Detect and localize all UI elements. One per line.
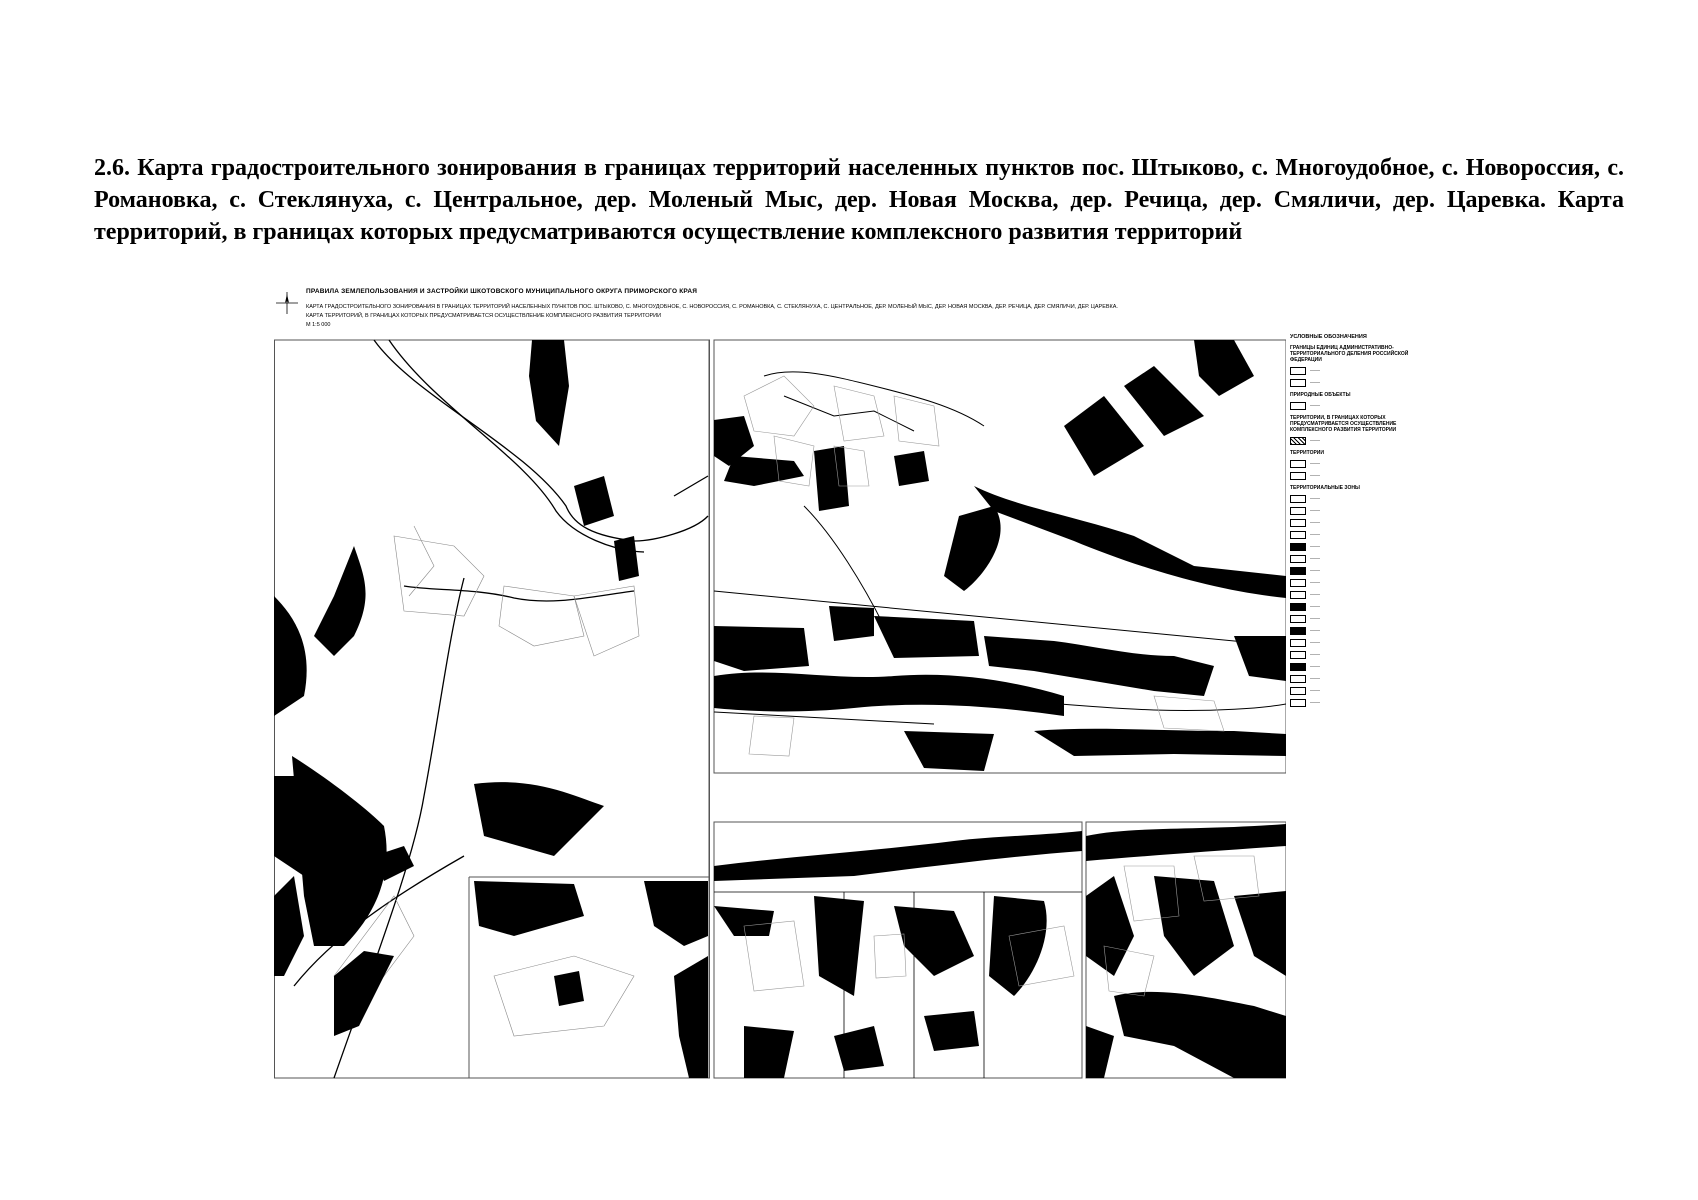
legend-row (1290, 379, 1430, 387)
map-sheet (274, 288, 1286, 1083)
legend-row (1290, 531, 1430, 539)
legend-swatch-placeholder: —— (1310, 544, 1320, 550)
legend-swatch-placeholder: —— (1310, 592, 1320, 598)
legend-swatch-placeholder: —— (1310, 496, 1320, 502)
legend-swatch (1290, 687, 1306, 695)
legend-swatch (1290, 675, 1306, 683)
legend-row (1290, 675, 1430, 683)
legend-swatch (1290, 460, 1306, 468)
legend-swatch (1290, 627, 1306, 635)
legend-section: ТЕРРИТОРИАЛЬНЫЕ ЗОНЫ (1290, 485, 1360, 491)
legend-swatch (1290, 591, 1306, 599)
legend-swatch (1290, 603, 1306, 611)
legend-swatch-placeholder: —— (1310, 676, 1320, 682)
legend-row (1290, 639, 1430, 647)
map-sheet-title: ПРАВИЛА ЗЕМЛЕПОЛЬЗОВАНИЯ И ЗАСТРОЙКИ ШКОТОВСКОГО МУНИЦИПАЛЬНОГО ОКРУГА ПРИМОРСКОГО КРАЯ (306, 288, 698, 295)
legend-section: ПРИРОДНЫЕ ОБЪЕКТЫ (1290, 392, 1351, 398)
legend-row (1290, 603, 1430, 611)
legend-row (1290, 663, 1430, 671)
legend-swatch (1290, 437, 1306, 445)
legend-swatch (1290, 472, 1306, 480)
legend-swatch (1290, 543, 1306, 551)
legend-swatch-placeholder: —— (1310, 508, 1320, 514)
zoning-map-image (274, 336, 1286, 1083)
legend-row (1290, 651, 1430, 659)
map-sheet-subtitle-2: КАРТА ТЕРРИТОРИЙ, В ГРАНИЦАХ КОТОРЫХ ПРЕДУСМАТРИВАЕТСЯ ОСУЩЕСТВЛЕНИЕ КОМПЛЕКСНОГО РАЗВИТИЯ ТЕРРИТОРИИ (306, 313, 662, 319)
legend-swatch-placeholder: —— (1310, 604, 1320, 610)
legend-row (1290, 437, 1430, 445)
legend-row (1290, 615, 1430, 623)
legend-swatch (1290, 699, 1306, 707)
legend-swatch (1290, 651, 1306, 659)
legend-row (1290, 579, 1430, 587)
legend-swatch-placeholder: —— (1310, 556, 1320, 562)
legend-swatch-placeholder: —— (1310, 568, 1320, 574)
legend-swatch (1290, 379, 1306, 387)
legend-swatch-placeholder: —— (1310, 368, 1320, 374)
legend-swatch (1290, 531, 1306, 539)
legend-swatch-placeholder: —— (1310, 532, 1320, 538)
legend-swatch-placeholder: —— (1310, 473, 1320, 479)
legend-swatch-placeholder: —— (1310, 580, 1320, 586)
legend-row (1290, 402, 1430, 410)
legend-swatch-placeholder: —— (1310, 688, 1320, 694)
legend-row (1290, 472, 1430, 480)
legend-swatch-placeholder: —— (1310, 438, 1320, 444)
north-arrow-icon (276, 292, 298, 314)
map-sheet-subtitle: КАРТА ГРАДОСТРОИТЕЛЬНОГО ЗОНИРОВАНИЯ В ГРАНИЦАХ ТЕРРИТОРИЙ НАСЕЛЕННЫХ ПУНКТОВ ПОС. ШТЫКОВО, С. МНОГОУДОБНОЕ, С. НОВОРОССИЯ, С. РОМАНОВКА, С. СТЕКЛЯНУХА, С. ЦЕНТРАЛЬНОЕ, ДЕР. МОЛЕНЫЙ МЫС, ДЕР. НОВАЯ МОСКВА, ДЕР. РЕЧИЦА, ДЕР. СМЯЛИЧИ, ДЕР. ЦАРЕВКА. (306, 304, 1118, 310)
legend-swatch-placeholder: —— (1310, 664, 1320, 670)
legend-swatch (1290, 519, 1306, 527)
legend-swatch-placeholder: —— (1310, 461, 1320, 467)
legend-swatch-placeholder: —— (1310, 616, 1320, 622)
legend-swatch (1290, 567, 1306, 575)
legend-row (1290, 555, 1430, 563)
legend-row (1290, 687, 1430, 695)
legend-swatch (1290, 639, 1306, 647)
legend-swatch-placeholder: —— (1310, 380, 1320, 386)
legend-swatch-placeholder: —— (1310, 700, 1320, 706)
legend-swatch-placeholder: —— (1310, 403, 1320, 409)
legend-row (1290, 543, 1430, 551)
legend-swatch-placeholder: —— (1310, 520, 1320, 526)
map-legend (1290, 334, 1430, 711)
map-sheet-scale: М 1:5 000 (306, 322, 331, 328)
legend-row (1290, 460, 1430, 468)
legend-swatch (1290, 402, 1306, 410)
legend-swatch (1290, 615, 1306, 623)
legend-section: ГРАНИЦЫ ЕДИНИЦ АДМИНИСТРАТИВНО-ТЕРРИТОРИАЛЬНОГО ДЕЛЕНИЯ РОССИЙСКОЙ ФЕДЕРАЦИИ (1290, 345, 1409, 363)
legend-section: ТЕРРИТОРИИ (1290, 450, 1324, 456)
legend-swatch-placeholder: —— (1310, 640, 1320, 646)
legend-swatch (1290, 579, 1306, 587)
legend-row (1290, 367, 1430, 375)
legend-swatch (1290, 367, 1306, 375)
legend-section: ТЕРРИТОРИИ, В ГРАНИЦАХ КОТОРЫХ ПРЕДУСМАТРИВАЕТСЯ ОСУЩЕСТВЛЕНИЕ КОМПЛЕКСНОГО РАЗВИТИЯ ТЕРРИТОРИИ (1290, 415, 1397, 433)
legend-swatch (1290, 495, 1306, 503)
legend-row (1290, 507, 1430, 515)
map-sheet-header (274, 288, 1234, 336)
legend-swatch-placeholder: —— (1310, 652, 1320, 658)
legend-swatch-placeholder: —— (1310, 628, 1320, 634)
legend-row (1290, 591, 1430, 599)
legend-title: УСЛОВНЫЕ ОБОЗНАЧЕНИЯ (1290, 334, 1367, 340)
legend-swatch (1290, 555, 1306, 563)
document-heading: 2.6. Карта градостроительного зонирования в границах территорий населенных пунктов пос. Штыково, с. Многоудобное, с. Новороссия, с. Романовка, с. Стеклянуха, с. Центральное, дер. Моленый Мыс, дер. Новая Москва, дер. Речица, дер. Смяличи, дер. Царевка. Карта территорий, в границах которых предусматриваются осуществление комплексного развития территорий (94, 155, 1624, 245)
legend-row (1290, 627, 1430, 635)
legend-row (1290, 519, 1430, 527)
legend-row (1290, 567, 1430, 575)
legend-swatch (1290, 663, 1306, 671)
legend-row (1290, 699, 1430, 707)
legend-swatch (1290, 507, 1306, 515)
legend-row (1290, 495, 1430, 503)
